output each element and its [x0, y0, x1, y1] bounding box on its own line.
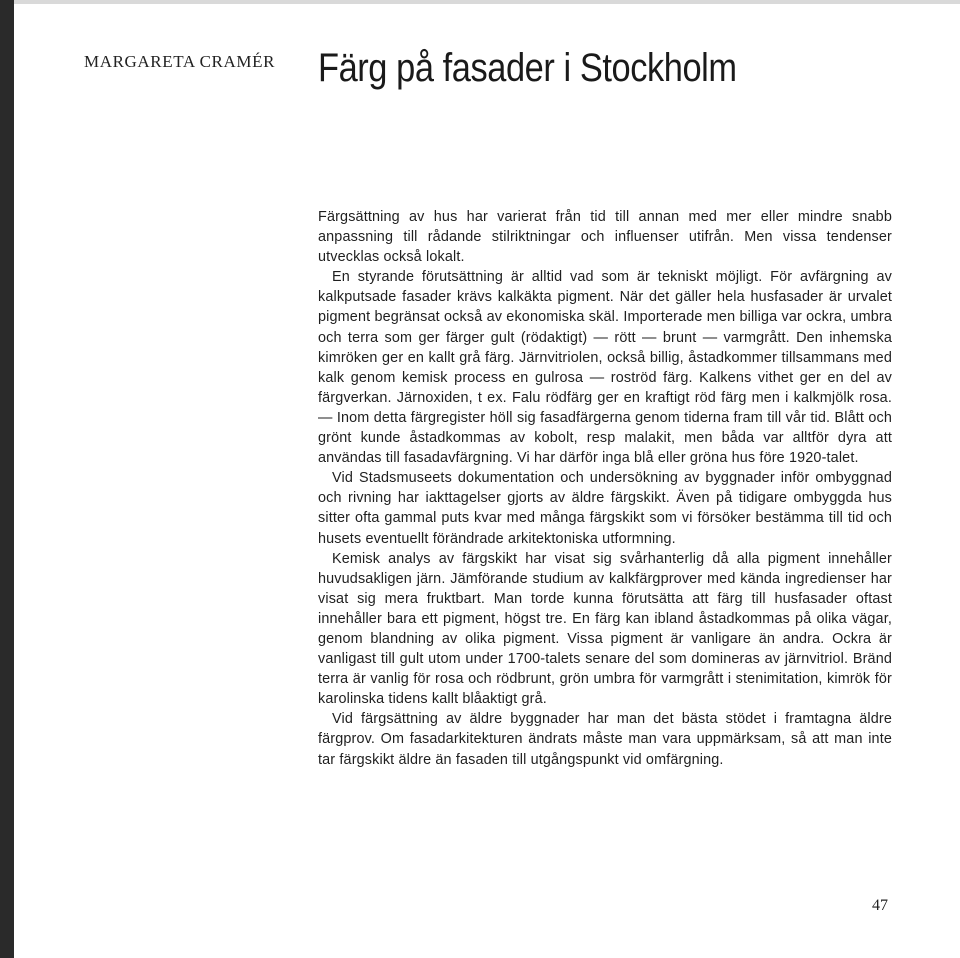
- book-spine-edge: [0, 0, 14, 958]
- page-top-edge: [14, 0, 960, 4]
- paragraph-3: Vid Stadsmuseets dokumentation och undersökning av byggnader inför ombyggnad och rivning har iakttagelser gjorts av äldre färgskikt. Även på tidigare ombyggda hus sitter ofta gammal puts kvar med många färgskikt som vi försöker bestämma till tid och husets eventuellt förändrade arkitektoniska utformning.: [318, 470, 892, 547]
- author-name: MARGARETA CRAMÉR: [84, 52, 276, 71]
- paragraph-4: Kemisk analys av färgskikt har visat sig svårhanterlig då alla pigment innehåller huvudsakligen järn. Jämförande studium av kalkfärgprover med kända ingredienser har visat sig mera fruktbart. Man torde kunna förutsätta att färg till husfasader oftast innehåller bara ett pigment, högst tre. En färg kan ibland åstadkommas på olika vägar, genom blandning av olika pigment. Vissa pigment är vanligare än andra. Ockra är vanligast till gult utom under 1700-talets senare del som domineras av järnvitriol. Bränd terra är vanlig för rosa och rödbrunt, grön umbra för varmgrått i stenimitation, kimrök för karolinska tidens kallt blåaktigt grå.: [318, 550, 892, 708]
- article-title: Färg på fasader i Stockholm: [318, 46, 737, 90]
- article-body: [318, 207, 892, 770]
- paragraph-2: En styrande förutsättning är alltid vad som är tekniskt möjligt. För avfärgning av kalkputsade fasader krävs kalkäkta pigment. När det gäller hela husfasader är urvalet pigment begränsat också av ekonomiska skäl. Importerade men billiga var ockra, umbra och terra som ger färger gult (rödaktigt) — rött — brunt — varmgrått. Den inhemska kimröken ger en kallt grå färg. Järnvitriolen, också billig, åstadkommer tillsammans med kalk genom kemisk process en gulrosa — roströd färg. Kalkens vithet ger en del av färgverkan. Järnoxiden, t ex. Falu rödfärg ger en kraftigt röd färg men i kalkmjölk rosa. — Inom detta färgregister höll sig fasadfärgerna genom tiderna fram till vår tid. Blått och grönt kunde åstadkommas av kobolt, resp malakit, men båda var alltför dyra att användas till fasadavfärgning. Vi har därför inga blå eller gröna hus före 1920-talet.: [318, 269, 892, 467]
- page-number: 47: [872, 897, 888, 914]
- paragraph-1: Färgsättning av hus har varierat från tid till annan med mer eller mindre snabb anpassning till rådande stilriktningar och influenser utifrån. Men vissa tendenser utvecklas också lokalt.: [318, 209, 892, 266]
- paragraph-5: Vid färgsättning av äldre byggnader har man det bästa stödet i framtagna äldre färgprov. Om fasadarkitekturen ändrats måste man vara uppmärksam, så att man inte tar färgskikt äldre än fasaden till utgångspunkt vid omfärgning.: [318, 711, 892, 768]
